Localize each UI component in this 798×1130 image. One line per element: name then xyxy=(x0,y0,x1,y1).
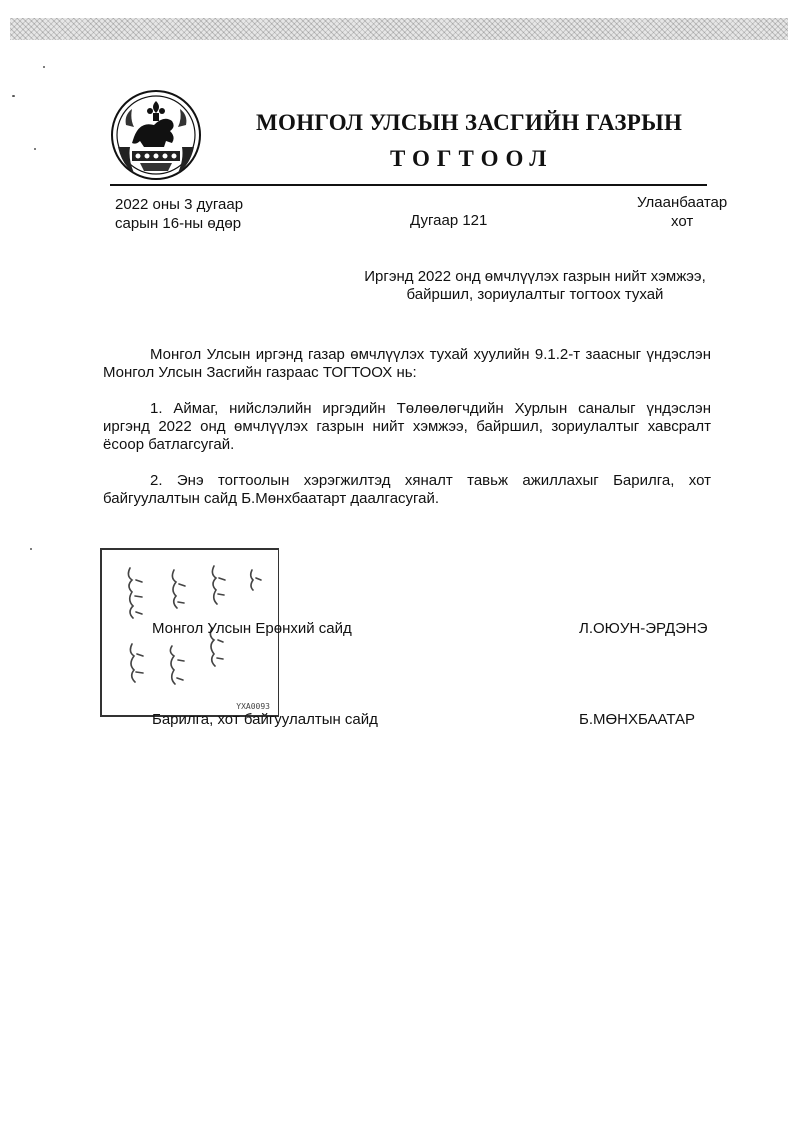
place-line-1: Улаанбаатар xyxy=(637,194,728,211)
state-emblem-icon xyxy=(110,85,202,185)
scan-speck xyxy=(12,95,15,97)
page-title: МОНГОЛ УЛСЫН ЗАСГИЙН ГАЗРЫН xyxy=(256,110,683,135)
scan-speck xyxy=(43,66,45,68)
scan-speck xyxy=(34,148,36,150)
resolution-heading-line-2: байршил, зориулалтыг тогтоох тухай xyxy=(406,286,664,303)
resolution-heading xyxy=(360,268,710,304)
signature-name-2: Б.МӨНХБААТАР xyxy=(579,711,696,728)
signature-role-1: Монгол Улсын Ерөнхий сайд xyxy=(152,620,352,637)
signature-role-2: Барилга, хот байгуулалтын сайд xyxy=(152,711,378,728)
resolution-place xyxy=(637,193,727,231)
resolution-number: Дугаар 121 xyxy=(410,212,488,229)
resolution-heading-line-1: Иргэнд 2022 онд өмчлүүлэх газрын нийт хэмжээ, xyxy=(364,268,706,285)
scan-artifact-band xyxy=(10,18,788,40)
date-line-2: сарын 16-ны өдөр xyxy=(115,215,242,232)
page-subtitle: ТОГТООЛ xyxy=(390,146,554,171)
clause-1: 1. Аймаг, нийслэлийн иргэдийн Төлөөлөгчдийн Хурлын саналыг үндэслэн иргэнд 2022 онд өмчлүүлэх газрын нийт хэмжээ, байршил, зориулалтыг хавсралт ёсоор батлагсугай. xyxy=(103,400,711,453)
seal-code: YXA0093 xyxy=(236,702,270,711)
place-line-2: хот xyxy=(671,213,694,230)
intro-paragraph: Монгол Улсын иргэнд газар өмчлүүлэх тухай хуулийн 9.1.2-т заасныг үндэслэн Монгол Улсын Засгийн газраас ТОГТООХ нь: xyxy=(103,346,711,381)
signature-name-1: Л.ОЮУН-ЭРДЭНЭ xyxy=(579,620,708,637)
header-divider xyxy=(110,184,707,186)
resolution-date xyxy=(115,195,243,233)
date-line-1: 2022 оны 3 дугаар xyxy=(115,196,244,213)
scan-speck xyxy=(30,548,32,550)
clause-2: 2. Энэ тогтоолын хэрэгжилтэд хяналт тавьж ажиллахыг Барилга, хот байгуулалтын сайд Б.Мөнхбаатарт даалгасугай. xyxy=(103,472,711,507)
